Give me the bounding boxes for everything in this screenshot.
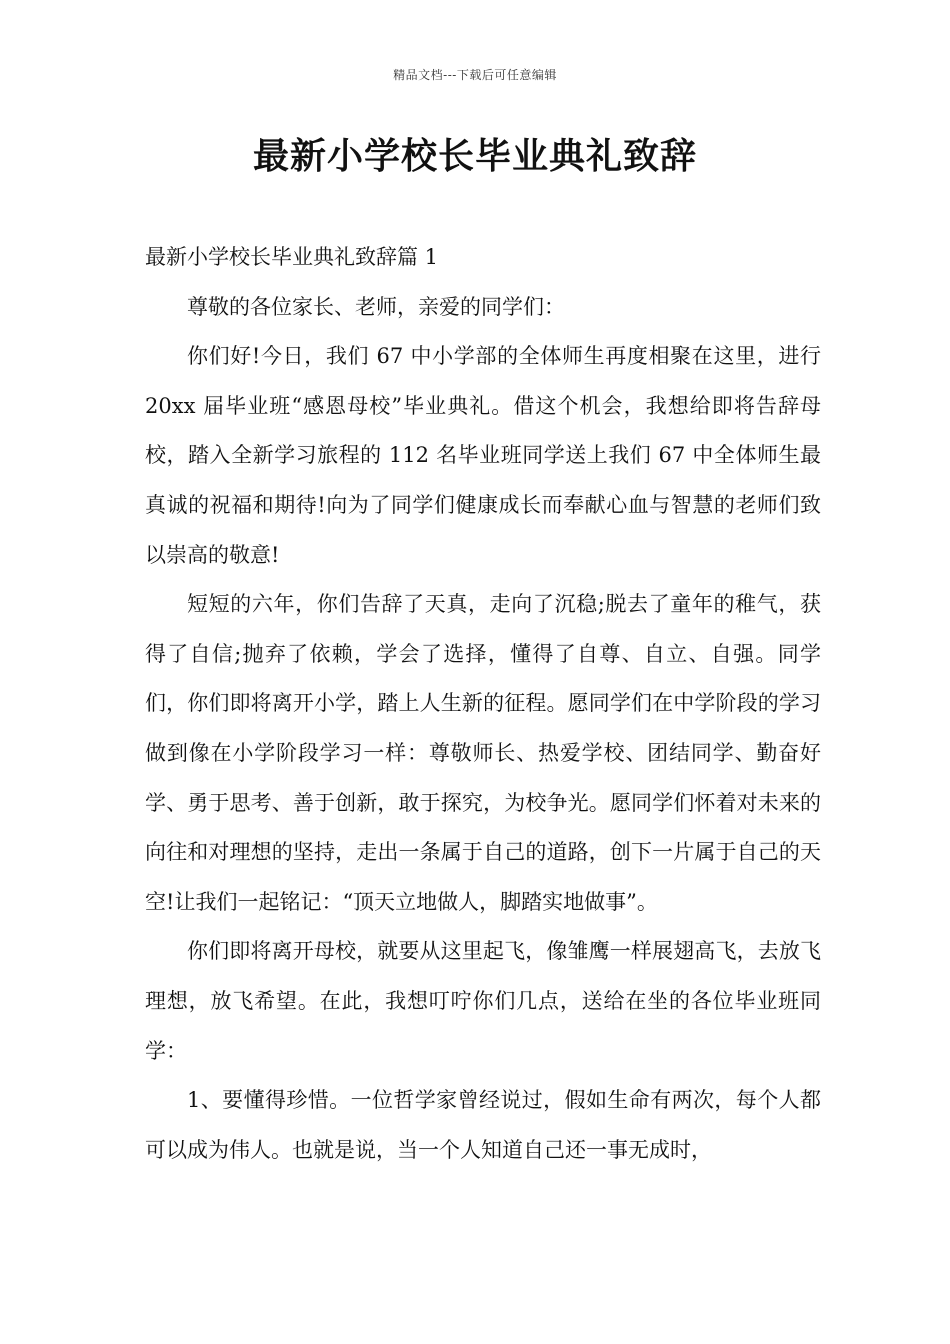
document-title: 最新小学校长毕业典礼致辞 bbox=[252, 135, 697, 177]
section-heading: 最新小学校长毕业典礼致辞篇 1 bbox=[145, 245, 439, 269]
paragraph-greeting: 尊敬的各位家长、老师，亲爱的同学们： bbox=[187, 294, 565, 319]
header-note: 精品文档---下载后可任意编辑 bbox=[393, 68, 557, 82]
paragraph-2: 短短的六年，你们告辞了天真，走向了沉稳;脱去了童年的稚气，获得了自信;抛弃了依赖，学会了选择，懂得了自尊、自立、自强。同学们，你们即将离开小学，踏上人生新的征程。愿同学们在中学阶段的学习做到像在小学阶段学习一样：尊敬师长、热爱学校、团结同学、勤奋好学、勇于思考、善于创新，敢于探究，为校争光。愿同学们怀着对未来的向往和对理想的坚持，走出一条属于自己的道路，创下一片属于自己的天空!让我们一起铭记：“顶天立地做人，脚踏实地做事”。 bbox=[145, 592, 821, 914]
paragraph-3: 你们即将离开母校，就要从这里起飞，像雏鹰一样展翅高飞，去放飞理想，放飞希望。在此，我想叮咛你们几点，送给在坐的各位毕业班同学： bbox=[145, 939, 821, 1063]
paragraph-1: 你们好!今日，我们 67 中小学部的全体师生再度相聚在这里，进行 20xx 届毕业班“感恩母校”毕业典礼。借这个机会，我想给即将告辞母校，踏入全新学习旅程的 112 名毕业班同学送上我们 67 中全体师生最真诚的祝福和期待!向为了同学们健康成长而奉献心血与智慧的老师们致以崇高的敬意! bbox=[145, 344, 821, 567]
paragraph-4: 1、要懂得珍惜。一位哲学家曾经说过，假如生命有两次，每个人都可以成为伟人。也就是说，当一个人知道自己还一事无成时， bbox=[145, 1088, 821, 1162]
document-body bbox=[145, 233, 821, 1175]
